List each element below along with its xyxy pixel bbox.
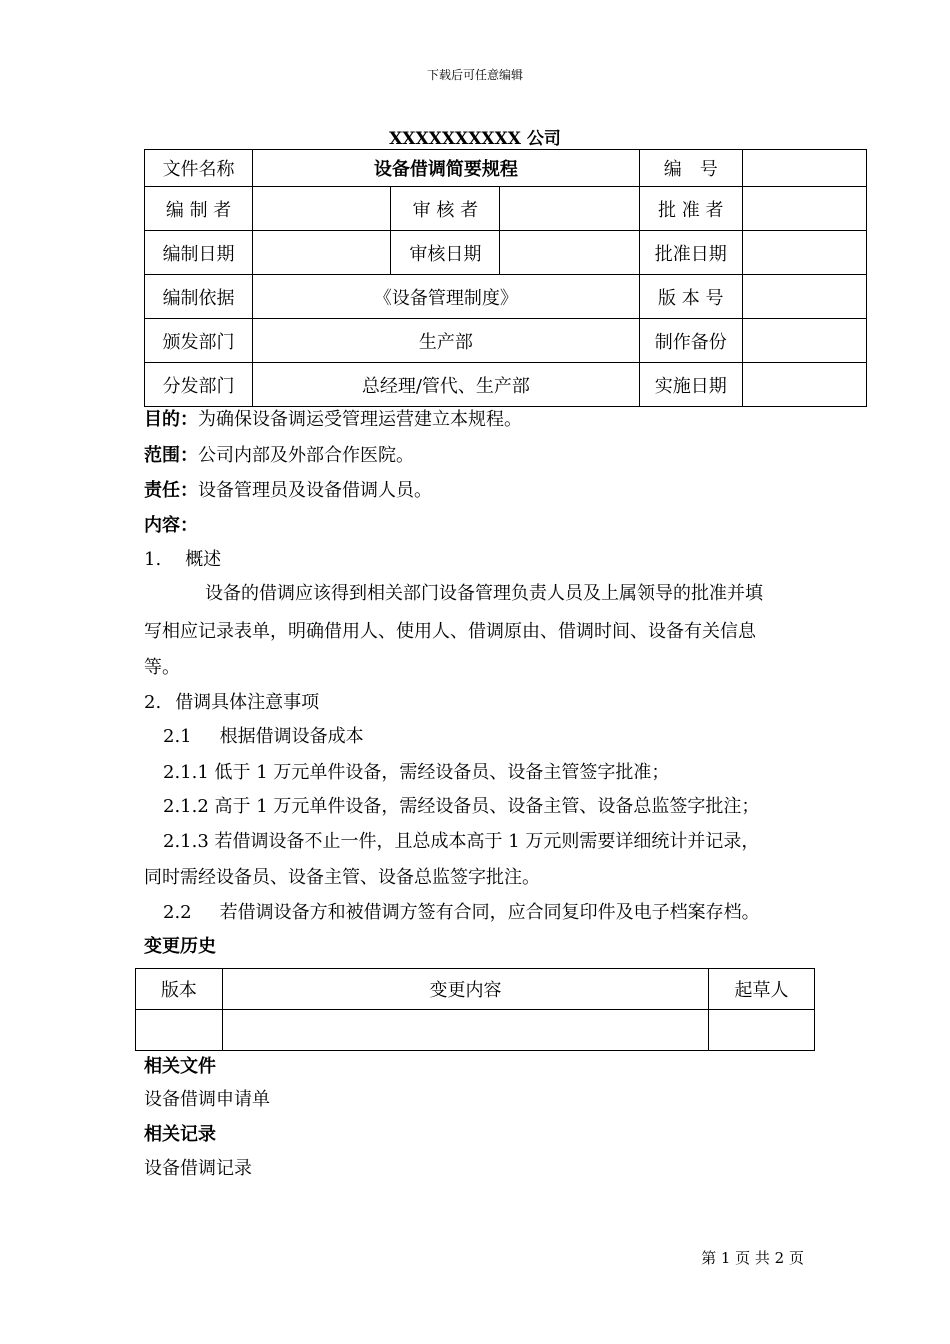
section-number: 1. [144,549,162,570]
scope-line [144,444,414,468]
responsibility-text: 设备管理员及设备借调人员。 [198,480,432,501]
table-cell: 分发部门 [145,363,253,407]
related-docs-item: 设备借调申请单 [144,1089,270,1110]
column-header: 版本 [136,969,223,1010]
section-title: 根据借调设备成本 [219,726,364,747]
table-cell [136,1010,223,1051]
table-cell: 制作备份 [639,319,742,363]
responsibility-label: 责任： [144,480,198,501]
item-2-1-2: 2.1.2 高于 1 万元单件设备，需经设备员、设备主管、设备总监签字批注； [163,796,760,817]
table-cell [709,1010,815,1051]
section-2-2 [163,901,760,925]
table-cell: 编 号 [639,150,742,187]
table-cell [742,187,866,231]
table-cell: 生产部 [253,319,640,363]
table-row [145,363,867,407]
table-cell: 审核日期 [391,231,500,275]
table-cell: 《设备管理制度》 [253,275,640,319]
related-docs-title: 相关文件 [144,1056,216,1077]
column-header: 变更内容 [222,969,708,1010]
section-text: 若借调设备方和被借调方签有合同，应合同复印件及电子档案存档。 [219,902,760,923]
change-history-table [135,968,815,1051]
table-row [145,275,867,319]
paragraph-line: 等。 [144,657,180,678]
purpose-text: 为确保设备调运受管理运营建立本规程。 [198,409,522,430]
section-title: 借调具体注意事项 [175,692,320,713]
header-note: 下载后可任意编辑 [426,68,523,82]
table-row [145,231,867,275]
related-records-item: 设备借调记录 [144,1158,252,1179]
scope-text: 公司内部及外部合作医院。 [198,445,414,466]
item-2-1-3-continued: 同时需经设备员、设备主管、设备总监签字批注。 [144,867,540,888]
document-title: 设备借调简要规程 [253,150,640,187]
table-cell: 编制日期 [145,231,253,275]
page-number: 第 1 页 共 2 页 [701,1249,804,1267]
table-cell: 版 本 号 [639,275,742,319]
section-number: 2. [144,692,162,713]
responsibility-line [144,479,432,503]
column-header: 起草人 [709,969,815,1010]
table-row [136,1010,815,1051]
item-2-1-3: 2.1.3 若借调设备不止一件，且总成本高于 1 万元则需要详细统计并记录， [163,831,760,852]
table-cell [500,231,639,275]
section-2-1-heading [163,725,364,749]
table-cell: 文件名称 [145,150,253,187]
table-cell [253,231,391,275]
table-cell [500,187,639,231]
table-cell [742,319,866,363]
table-cell [742,150,866,187]
paragraph-line: 写相应记录表单，明确借用人、使用人、借调原由、借调时间、设备有关信息 [144,621,756,642]
table-row [145,187,867,231]
table-cell: 批 准 者 [639,187,742,231]
content-label: 内容： [144,515,198,536]
table-cell [742,275,866,319]
table-cell: 实施日期 [639,363,742,407]
related-records-title: 相关记录 [144,1124,216,1145]
section-1-heading [144,548,221,572]
table-cell: 编 制 者 [145,187,253,231]
paragraph-line: 设备的借调应该得到相关部门设备管理负责人员及上属领导的批准并填 [205,583,763,604]
section-2-heading [144,691,319,715]
table-cell [222,1010,708,1051]
table-cell: 总经理/管代、生产部 [253,363,640,407]
table-cell: 编制依据 [145,275,253,319]
table-cell [742,363,866,407]
purpose-label: 目的： [144,409,198,430]
section-number: 2.2 [163,902,192,923]
section-title: 概述 [185,549,222,570]
company-name: XXXXXXXXXX 公司 [389,129,561,149]
item-2-1-1: 2.1.1 低于 1 万元单件设备，需经设备员、设备主管签字批准； [163,762,670,783]
table-cell: 审 核 者 [391,187,500,231]
table-cell [253,187,391,231]
table-cell: 批准日期 [639,231,742,275]
table-cell: 颁发部门 [145,319,253,363]
section-number: 2.1 [163,726,192,747]
history-title: 变更历史 [144,936,216,957]
document-info-table [144,149,867,407]
table-row [145,319,867,363]
table-cell [742,231,866,275]
purpose-line [144,408,522,432]
scope-label: 范围： [144,445,198,466]
table-header-row [136,969,815,1010]
table-row [145,150,867,187]
